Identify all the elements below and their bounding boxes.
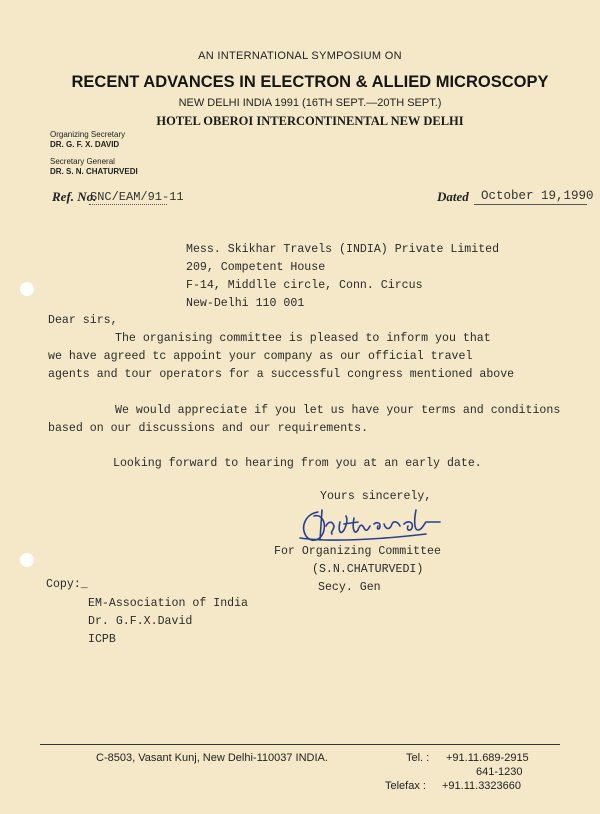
para2-line1: We would appreciate if you let us have your terms and conditions [115, 404, 561, 417]
symposium-intro: AN INTERNATIONAL SYMPOSIUM ON [198, 50, 402, 62]
sign-for: For Organizing Committee [274, 545, 441, 558]
sign-name: (S.N.CHATURVEDI) [312, 563, 424, 576]
sec-general-label: Secretary General [50, 157, 115, 166]
closing: Yours sincerely, [320, 490, 432, 503]
recipient-line-4: New-Delhi 110 001 [186, 297, 305, 310]
symposium-venue: HOTEL OBEROI INTERCONTINENTAL NEW DELHI [156, 114, 464, 128]
copy-label: Copy:_ [46, 578, 88, 591]
copy-item-3: ICPB [88, 633, 116, 646]
para1-line3: agents and tour operators for a successful congress mentioned above [48, 368, 515, 381]
punch-hole-bottom [20, 553, 34, 567]
recipient-line-3: F-14, Middlle circle, Conn. Circus [186, 279, 423, 292]
salutation: Dear sirs, [48, 314, 118, 327]
symposium-title: RECENT ADVANCES IN ELECTRON & ALLIED MICROSCOPY [71, 73, 549, 91]
date-value: October 19,1990 [481, 189, 594, 203]
recipient-line-2: 209, Competent House [186, 261, 326, 274]
para1-line1: The organising committee is pleased to inform you that [115, 332, 491, 345]
copy-item-2: Dr. G.F.X.David [88, 615, 193, 628]
para3-line1: Looking forward to hearing from you at an early date. [113, 457, 482, 470]
ref-label: Ref. No. [52, 189, 97, 204]
symposium-dates: NEW DELHI INDIA 1991 (16TH SEPT.—20TH SEPT.) [178, 97, 442, 109]
footer-tel-label: Tel. : [406, 752, 430, 764]
handwritten-signature [296, 500, 476, 550]
ref-value: SNC/EAM/91-11 [90, 190, 184, 204]
footer-telefax: +91.11.3323660 [442, 780, 522, 792]
org-secretary-name: DR. G. F. X. DAVID [50, 140, 120, 149]
footer-tel-2: 641-1230 [476, 766, 523, 778]
punch-hole-top [20, 282, 34, 296]
footer-telefax-label: Telefax : [385, 780, 426, 792]
sec-general-name: DR. S. N. CHATURVEDI [50, 167, 138, 176]
footer-rule [40, 744, 560, 745]
dated-label: Dated [437, 189, 469, 204]
sign-title: Secy. Gen [318, 581, 381, 594]
footer-tel-1: +91.11.689-2915 [446, 752, 529, 764]
copy-item-1: EM-Association of India [88, 597, 249, 610]
para2-line2: based on our discussions and our requirements. [48, 422, 369, 435]
recipient-line-1: Mess. Skikhar Travels (INDIA) Private Limited [186, 243, 500, 256]
date-underline [474, 204, 587, 205]
ref-underline [89, 204, 167, 205]
org-secretary-label: Organizing Secretary [50, 130, 126, 139]
footer-address: C-8503, Vasant Kunj, New Delhi-110037 INDIA. [96, 752, 328, 764]
para1-line2: we have agreed tc appoint your company as our official travel [48, 350, 473, 363]
